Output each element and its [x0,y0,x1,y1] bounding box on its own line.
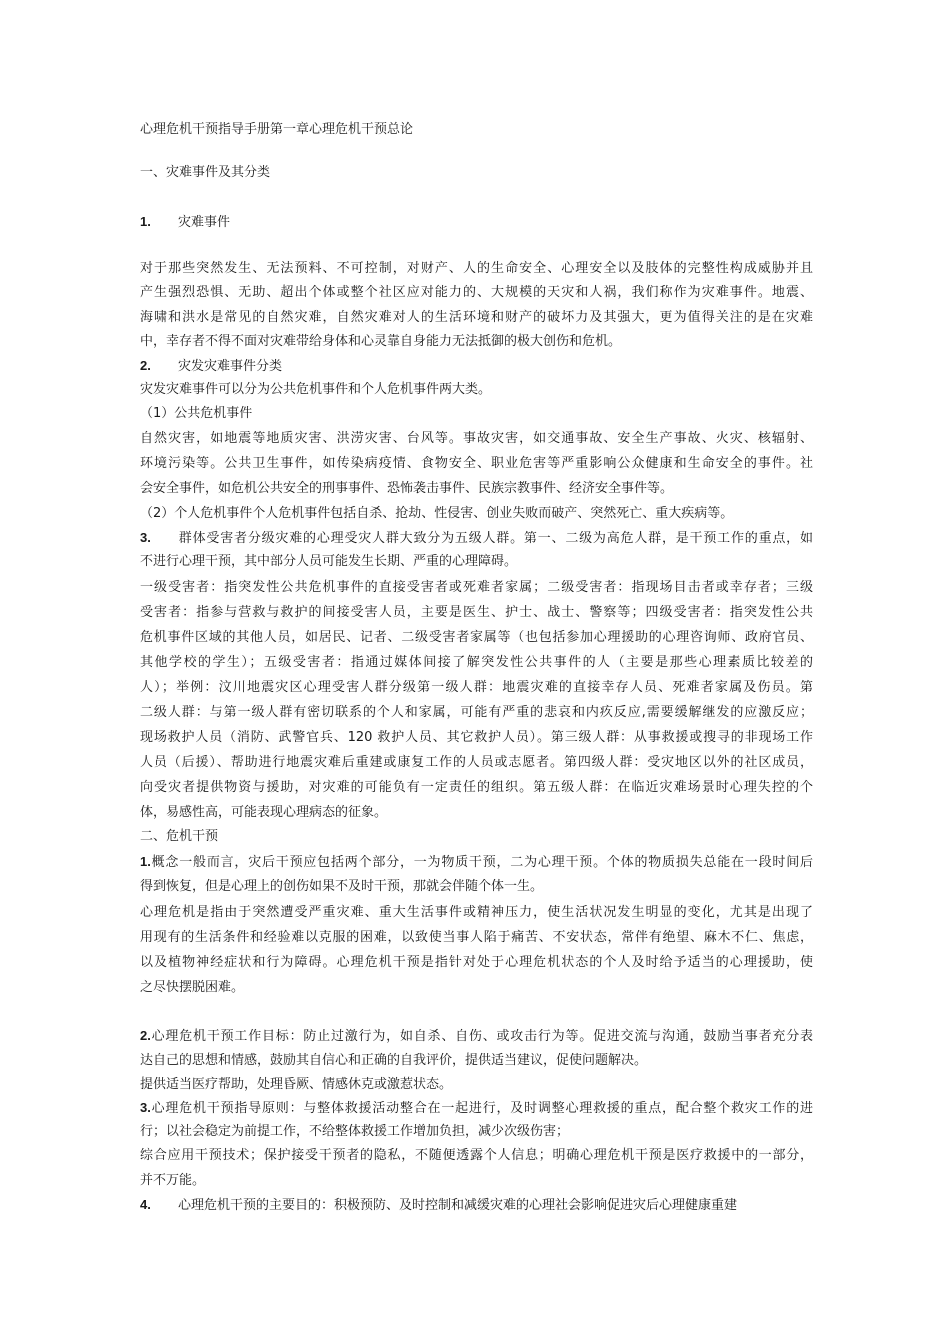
paragraph-line: 受害者：指参与营救与救护的间接受害人员，主要是医生、护士、战士、警察等；四级受害者：指突发性公共 [140,605,813,620]
paragraph-line: 之尽快摆脱困难。 [140,980,245,995]
item-number: 1. [140,214,151,229]
section-heading-crisis-intervention: 二、危机干预 [140,829,219,844]
item-number: 4. [140,1197,151,1212]
paragraph-line: 向受灾者提供物资与援助，对灾难的可能负有一定责任的组织。第五级人群：在临近灾难场景时心理失控的个 [140,780,813,795]
item-text: 心理危机干预工作目标：防止过激行为，如自杀、自伤、或攻击行为等。促进交流与沟通，鼓励当事者充分表 [150,1029,813,1044]
item-number: 3. [140,530,151,545]
paragraph-line: 用现有的生活条件和经验难以克服的困难，以致使当事人陷于痛苦、不安状态，常伴有绝望、麻木不仁、焦虑， [140,930,813,945]
subheading-personal-crisis: （2）个人危机事件个人危机事件包括自杀、抢劫、性侵害、创业失败而破产、突然死亡、重大疾病等。 [140,506,734,521]
paragraph-line: 得到恢复，但是心理上的创伤如果不及时干预，那就会伴随个体一生。 [140,879,544,894]
item-number: 2. [140,358,151,373]
paragraph-line: 自然灾害，如地震等地质灾害、洪涝灾害、台风等。事故灾害，如交通事故、安全生产事故、火灾、核辐射、 [140,431,813,446]
item-text: 心理危机干预指导原则：与整体救援活动整合在一起进行，及时调整心理救援的重点，配合整个救灾工作的进 [150,1101,813,1116]
paragraph-line: 人）；举例：汶川地震灾区心理受害人群分级第一级人群：地震灾难的直接幸存人员、死难者家属及伤员。第 [140,680,813,695]
section2-item-2-line [140,1028,813,1045]
item-number: 3. [140,1100,151,1115]
section2-item-1-line [140,854,813,871]
paragraph-line: 灾发灾难事件可以分为公共危机事件和个人危机事件两大类。 [140,382,492,397]
item-label: 灾发灾难事件分类 [178,359,283,374]
section2-item-4-line [140,1197,737,1214]
item-2-heading [140,358,282,375]
paragraph-line: 其他学校的学生）；五级受害者：指通过媒体间接了解突发性公共事件的人（主要是那些心理素质比较差的 [140,655,813,670]
paragraph-line: 以及植物神经症状和行为障碍。心理危机干预是指针对处于心理危机状态的个人及时给予适当的心理援助，使 [140,955,813,970]
item-number: 2. [140,1028,151,1043]
item-label: 灾难事件 [178,215,231,230]
paragraph-line: 体，易感性高，可能表现心理病态的征象。 [140,805,388,820]
item-text: 概念一般而言，灾后干预应包括两个部分，一为物质干预，二为心理干预。个体的物质损失总能在一段时间后 [150,855,813,870]
paragraph-line: 心理危机是指由于突然遭受严重灾难、重大生活事件或精神压力，使生活状况发生明显的变化，尤其是出现了 [140,905,813,920]
paragraph-line: 产生强烈恐惧、无助、超出个体或整个社区应对能力的、大规模的天灾和人祸，我们称作为灾难事件。地震、 [140,285,813,300]
paragraph-line: 二级人群：与第一级人群有密切联系的个人和家属，可能有严重的悲哀和内疚反应,需要缓解继发的应激反应； [140,705,813,720]
paragraph-line: 一级受害者：指突发性公共危机事件的直接受害者或死难者家属；二级受害者：指现场目击者或幸存者；三级 [140,580,813,595]
paragraph-line: 中，幸存者不得不面对灾难带给身体和心灵靠自身能力无法抵御的极大创伤和危机。 [140,334,622,349]
paragraph-line: 达自己的思想和情感，鼓励其自信心和正确的自我评价，提供适当建议，促使问题解决。 [140,1053,648,1068]
paragraph-line: 现场救护人员（消防、武警官兵、120 救护人员、其它救护人员）。第三级人群：从事救援或搜寻的非现场工作 [140,730,813,745]
section-heading-disaster-events: 一、灾难事件及其分类 [140,165,271,180]
paragraph-line: 提供适当医疗帮助，处理昏厥、情感休克或激惹状态。 [140,1077,453,1092]
paragraph-line: 环境污染等。公共卫生事件，如传染病疫情、食物安全、职业危害等严重影响公众健康和生命安全的事件。社 [140,456,813,471]
item-number: 1. [140,854,151,869]
paragraph-line: 对于那些突然发生、无法预料、不可控制，对财产、人的生命安全、心理安全以及肢体的完整性构成威胁并且 [140,261,813,276]
item-1-heading [140,214,230,231]
paragraph-line: 综合应用干预技术；保护接受干预者的隐私，不随便透露个人信息；明确心理危机干预是医疗救援中的一部分， [140,1148,813,1163]
item-3-line [140,530,813,547]
paragraph-line: 危机事件区域的其他人员，如居民、记者、二级受害者家属等（也包括参加心理援助的心理咨询师、政府官员、 [140,630,813,645]
paragraph-line: 会安全事件，如危机公共安全的刑事事件、恐怖袭击事件、民族宗教事件、经济安全事件等。 [140,481,674,496]
paragraph-line: 行；以社会稳定为前提工作，不给整体救援工作增加负担，减少次级伤害； [140,1124,570,1139]
paragraph-line: 不进行心理干预，其中部分人员可能发生长期、严重的心理障碍。 [140,554,518,569]
item-text: 群体受害者分级灾难的心理受灾人群大致分为五级人群。第一、二级为高危人群，是干预工作的重点，如 [178,531,813,546]
paragraph-line: 并不万能。 [140,1173,206,1188]
item-text: 心理危机干预的主要目的：积极预防、及时控制和减缓灾难的心理社会影响促进灾后心理健康重建 [178,1198,738,1213]
paragraph-line: 人员（后援）、帮助进行地震灾难后重建或康复工作的人员或志愿者。第四级人群：受灾地区以外的社区成员， [140,755,813,770]
paragraph-line: 海啸和洪水是常见的自然灾难，自然灾难对人的生活环境和财产的破坏力及其强大，更为值得关注的是在灾难 [140,310,813,325]
document-title: 心理危机干预指导手册第一章心理危机干预总论 [140,122,414,137]
subheading-public-crisis: （1）公共危机事件 [140,406,253,421]
section2-item-3-line [140,1100,813,1117]
